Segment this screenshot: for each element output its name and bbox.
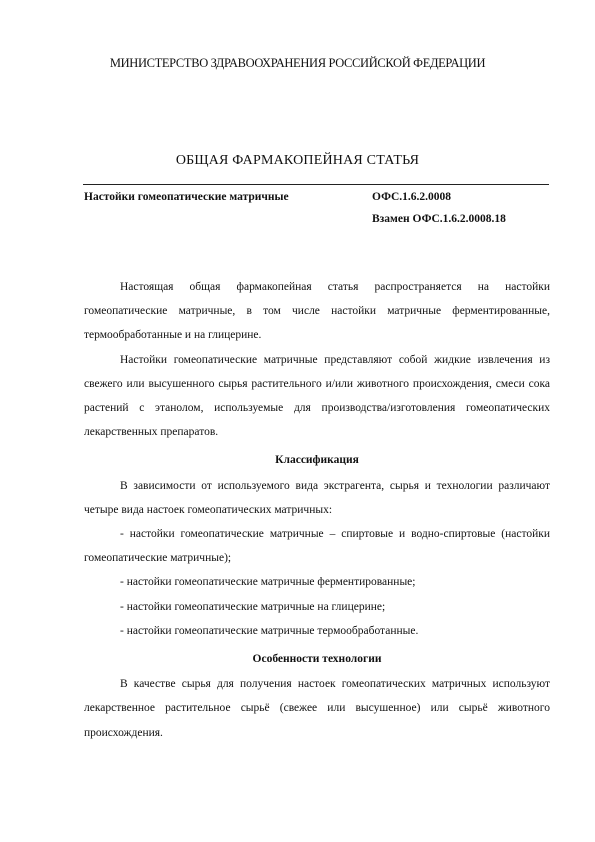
ministry-header: МИНИСТЕРСТВО ЗДРАВООХРАНЕНИЯ РОССИЙСКОЙ ФЕДЕРАЦИИ [109, 56, 486, 70]
classification-list-item: - настойки гомеопатические матричные на глицерине; [120, 600, 386, 613]
classification-list-item: - настойки гомеопатические матричные – спиртовые и водно-спиртовые (настойки гомеопатические матричные); [84, 528, 550, 565]
technology-paragraph: В качестве сырья для получения настоек гомеопатических матричных используют лекарственное растительное сырьё (свежее или высушенное) или сырьё животного происхождения. [84, 678, 550, 739]
document-type-title: ОБЩАЯ ФАРМАКОПЕЙНАЯ СТАТЬЯ [175, 153, 420, 168]
classification-list-item: - настойки гомеопатические матричные термообработанные. [120, 624, 419, 637]
article-code: ОФС.1.6.2.0008 [372, 191, 452, 203]
header-divider [83, 184, 549, 185]
article-replaces: Взамен ОФС.1.6.2.0008.18 [372, 213, 506, 225]
classification-heading: Классификация [275, 454, 359, 467]
article-name: Настойки гомеопатические матричные [84, 191, 289, 203]
intro-paragraph-2: Настойки гомеопатические матричные представляют собой жидкие извлечения из свежего или высушенного сырья растительного и/или животного происхождения, смеси сока растений с этанолом, используемые для производства/изготовления гомеопатических лекарственных препаратов. [84, 353, 550, 439]
article-body [84, 275, 550, 745]
classification-list-item: - настойки гомеопатические матричные ферментированные; [120, 576, 416, 589]
technology-heading: Особенности технологии [252, 653, 382, 666]
intro-paragraph-1: Настоящая общая фармакопейная статья распространяется на настойки гомеопатические матричные, в том числе настойки матричные ферментированные, термообработанные и на глицерине. [84, 281, 550, 342]
classification-paragraph: В зависимости от используемого вида экстрагента, сырья и технологии различают четыре вида настоек гомеопатических матричных: [84, 479, 550, 516]
